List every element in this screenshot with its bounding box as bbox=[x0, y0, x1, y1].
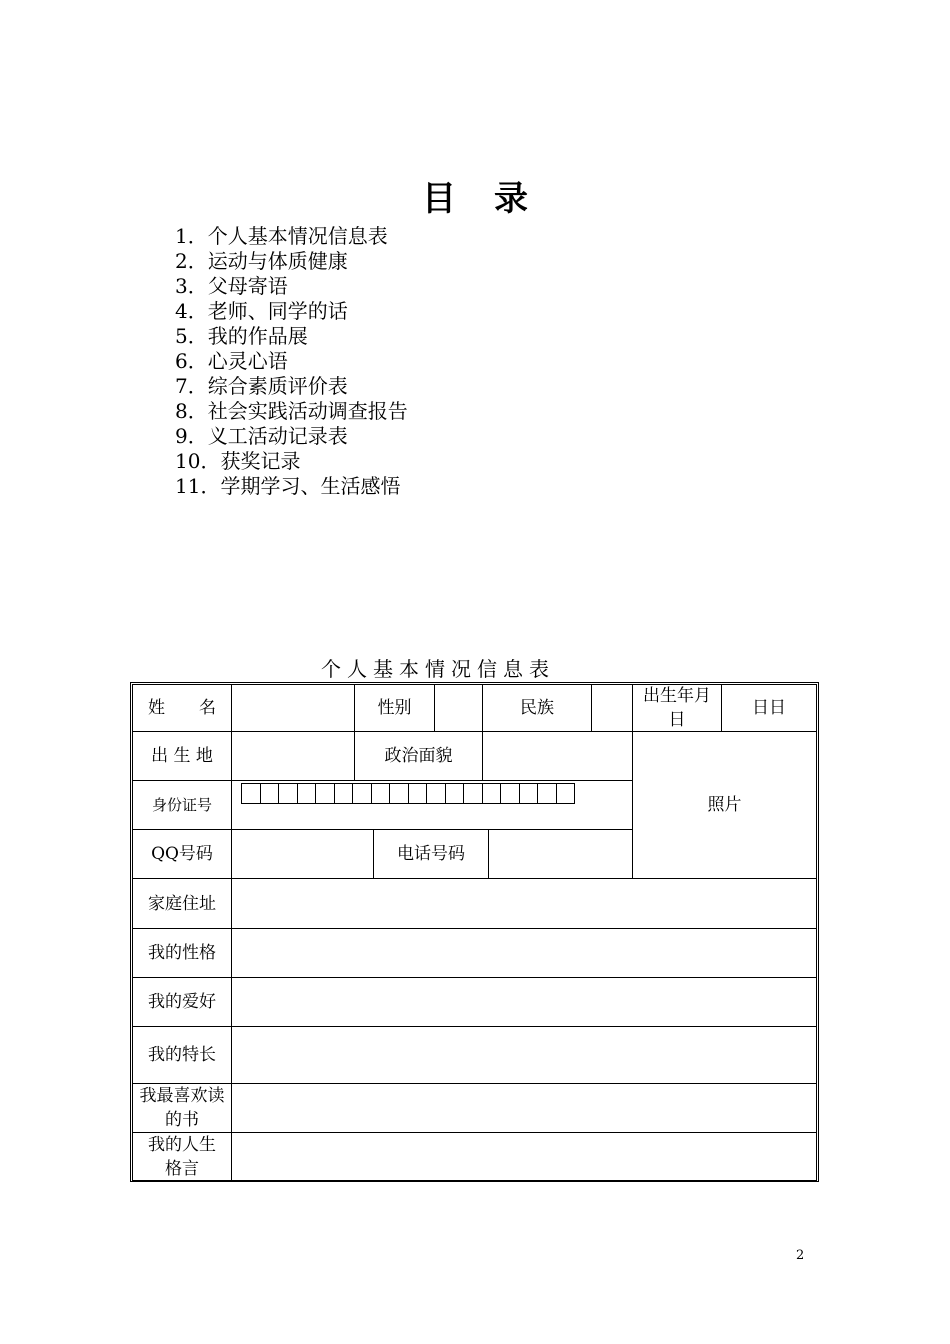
table-rule bbox=[816, 684, 817, 1181]
label-address: 家庭住址 bbox=[148, 893, 216, 914]
id-digit-box[interactable] bbox=[557, 784, 576, 803]
id-number-boxes[interactable] bbox=[241, 783, 575, 804]
label-id-number: 身份证号 bbox=[151, 796, 212, 814]
toc-item: 7．综合素质评价表 bbox=[175, 374, 348, 398]
toc-item: 2．运动与体质健康 bbox=[175, 249, 348, 273]
field-favorite-book[interactable] bbox=[232, 1084, 816, 1132]
id-digit-box[interactable] bbox=[279, 784, 298, 803]
field-gender[interactable] bbox=[435, 685, 482, 731]
id-digit-box[interactable] bbox=[464, 784, 483, 803]
label-ethnicity: 民族 bbox=[520, 698, 554, 718]
field-political-status[interactable] bbox=[483, 732, 632, 780]
field-talents[interactable] bbox=[232, 1027, 816, 1083]
field-birthplace[interactable] bbox=[232, 732, 354, 780]
field-motto[interactable] bbox=[232, 1133, 816, 1180]
page-number: 2 bbox=[796, 1248, 805, 1263]
id-digit-box[interactable] bbox=[409, 784, 428, 803]
label-political-status: 政治面貌 bbox=[384, 746, 453, 766]
label-personality: 我的性格 bbox=[148, 943, 216, 963]
id-digit-box[interactable] bbox=[261, 784, 280, 803]
id-digit-box[interactable] bbox=[353, 784, 372, 803]
field-ethnicity[interactable] bbox=[592, 685, 632, 731]
id-digit-box[interactable] bbox=[335, 784, 354, 803]
id-digit-box[interactable] bbox=[501, 784, 520, 803]
field-birth-date[interactable]: 日日 bbox=[752, 698, 786, 718]
label-hobbies: 我的爱好 bbox=[148, 992, 216, 1012]
id-digit-box[interactable] bbox=[242, 784, 261, 803]
field-personality[interactable] bbox=[232, 929, 816, 977]
label-gender: 性别 bbox=[377, 698, 412, 718]
toc-list bbox=[175, 224, 408, 499]
id-digit-box[interactable] bbox=[520, 784, 539, 803]
toc-item: 11．学期学习、生活感悟 bbox=[175, 474, 401, 498]
field-phone[interactable] bbox=[489, 830, 632, 878]
label-qq: QQ号码 bbox=[151, 844, 213, 864]
id-digit-box[interactable] bbox=[538, 784, 557, 803]
table-rule bbox=[132, 1180, 817, 1181]
field-qq[interactable] bbox=[232, 830, 373, 878]
toc-item: 5．我的作品展 bbox=[175, 324, 308, 348]
label-birth-date: 出生年月日 bbox=[643, 686, 711, 730]
label-talents: 我的特长 bbox=[148, 1045, 216, 1065]
toc-item: 8．社会实践活动调查报告 bbox=[175, 399, 408, 423]
label-name: 姓 名 bbox=[148, 698, 216, 718]
id-digit-box[interactable] bbox=[316, 784, 335, 803]
id-digit-box[interactable] bbox=[298, 784, 317, 803]
id-digit-box[interactable] bbox=[427, 784, 446, 803]
field-hobbies[interactable] bbox=[232, 978, 816, 1026]
field-name[interactable] bbox=[232, 685, 354, 731]
toc-title: 目录 bbox=[422, 179, 566, 219]
toc-item: 3．父母寄语 bbox=[175, 274, 288, 298]
toc-item: 1．个人基本情况信息表 bbox=[175, 224, 388, 248]
toc-item: 4．老师、同学的话 bbox=[175, 299, 348, 323]
id-digit-box[interactable] bbox=[483, 784, 502, 803]
label-favorite-book: 我最喜欢读的书 bbox=[139, 1086, 225, 1130]
photo-area[interactable]: 照片 bbox=[707, 795, 742, 815]
toc-item: 9．义工活动记录表 bbox=[175, 424, 348, 448]
form-title: 个人基本情况信息表 bbox=[321, 657, 555, 681]
label-motto: 我的人生格言 bbox=[148, 1134, 216, 1179]
label-birthplace: 出 生 地 bbox=[151, 746, 213, 766]
id-digit-box[interactable] bbox=[372, 784, 391, 803]
id-digit-box[interactable] bbox=[446, 784, 465, 803]
label-phone: 电话号码 bbox=[397, 844, 465, 864]
field-address[interactable] bbox=[232, 879, 816, 928]
id-digit-box[interactable] bbox=[390, 784, 409, 803]
toc-item: 6．心灵心语 bbox=[175, 349, 288, 373]
toc-item: 10．获奖记录 bbox=[175, 449, 301, 473]
